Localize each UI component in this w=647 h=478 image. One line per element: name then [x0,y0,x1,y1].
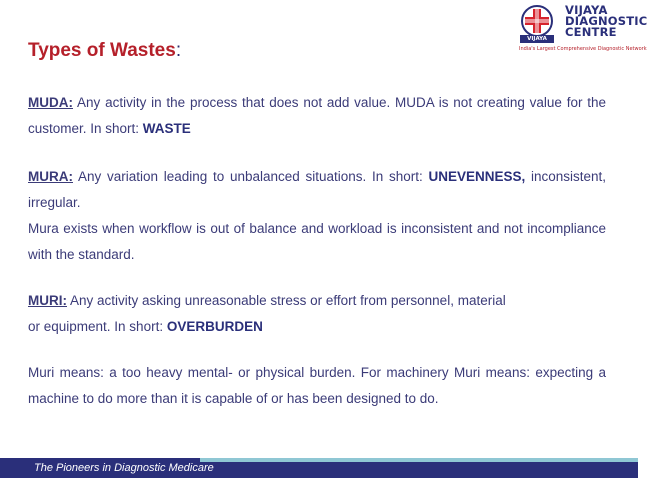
muda-text: Any activity in the process that does not add value. MUDA is not creating value for the customer. In short: [28,95,606,136]
mura-term: MURA: [28,169,73,184]
logo-line-2: DIAGNOSTIC [565,14,647,28]
mura-extra-paragraph: Mura exists when workflow is out of balance and workload is inconsistent and not incompliance with the standard. [28,221,606,262]
footer-accent-strip [200,458,638,462]
slide-title-text: Types of Wastes [28,40,176,61]
muda-term: MUDA: [28,95,73,110]
muri-extra-paragraph: Muri means: a too heavy mental- or physical burden. For machinery Muri means: expecting a machine to do more than it is capable of or has been designed to do. [28,365,606,406]
logo-line-3: CENTRE [565,25,617,39]
muri-paragraph [28,288,606,340]
muri-short: OVERBURDEN [166,319,263,334]
logo-wordmark [565,5,647,38]
mura-text-2: inconsistent, irregular. [28,169,606,210]
mura-paragraph [28,164,606,216]
logo-brand-label: VIJAYA [520,35,554,43]
mura-short: UNEVENNESS, [428,169,526,184]
logo-line-1: VIJAYA [565,3,608,17]
slide-body [28,90,606,412]
muda-paragraph [28,90,606,142]
company-logo [517,3,647,54]
logo-tagline: India's Largest Comprehensive Diagnostic Network [519,46,647,52]
muri-text-1: Any activity asking unreasonable stress or effort from personnel, material [67,293,506,308]
slide-title [28,40,181,62]
mura-text-1: Any variation leading to unbalanced situations. In short: [73,169,429,184]
muda-short: WASTE [142,121,191,136]
footer-tagline: The Pioneers in Diagnostic Medicare [34,462,214,474]
muri-text-2: or equipment. In short: [28,319,167,334]
slide-title-colon: : [175,40,182,61]
muri-term: MURI: [28,293,67,308]
